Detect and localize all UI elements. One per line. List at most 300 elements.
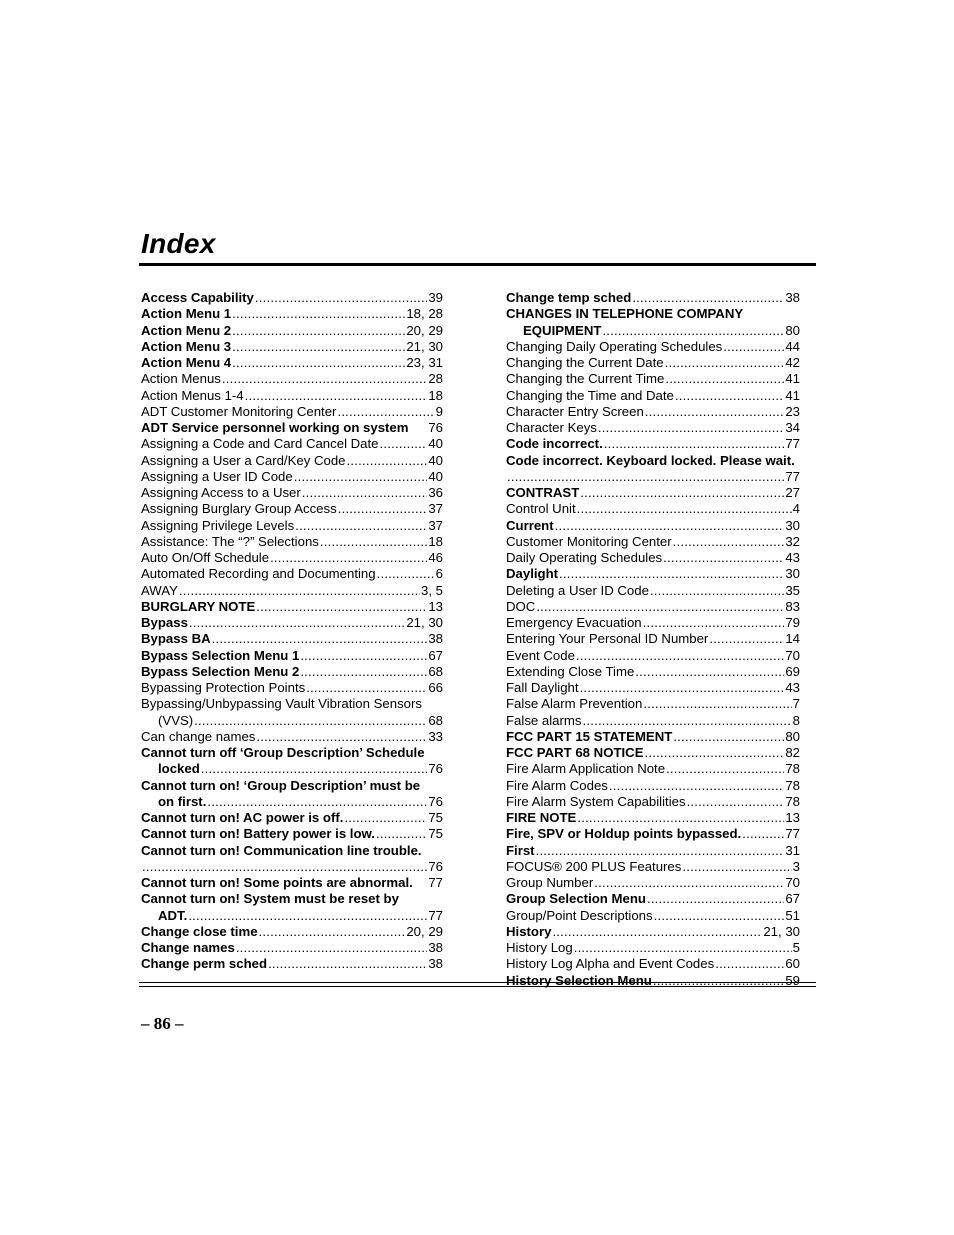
index-entry-page: 18	[428, 533, 443, 549]
dot-leader	[347, 453, 428, 469]
index-entry-text: Entering Your Personal ID Number	[506, 631, 709, 647]
index-entry-text: Character Entry Screen	[506, 403, 644, 419]
dot-leader	[232, 323, 405, 339]
index-entry-text: ADT Customer Monitoring Center	[141, 403, 337, 419]
index-entry-text: FCC PART 15 STATEMENT	[506, 728, 673, 744]
index-entry	[506, 794, 800, 810]
index-entry	[141, 761, 443, 777]
index-entry-text: EQUIPMENT	[523, 322, 602, 338]
index-entry-page: 20, 29	[406, 322, 443, 338]
index-entry-page: 4	[792, 501, 800, 517]
index-entry-text: Assigning a User ID Code	[141, 468, 293, 484]
index-entry	[506, 940, 800, 956]
index-entry-text: Current	[506, 517, 554, 533]
index-entry-text: Action Menus	[141, 371, 221, 387]
dot-leader	[142, 859, 427, 875]
index-entry-text: False alarms	[506, 712, 582, 728]
index-entry	[506, 891, 800, 907]
dot-leader	[344, 810, 427, 826]
index-entry-text: Assistance: The “?” Selections	[141, 533, 319, 549]
index-entry-page: 21, 30	[406, 338, 443, 354]
index-entry	[141, 388, 443, 404]
index-entry	[506, 355, 800, 371]
index-entry	[141, 404, 443, 420]
index-entry	[141, 908, 443, 924]
dot-leader	[635, 664, 784, 680]
index-entry-page: 43	[785, 680, 800, 695]
dot-leader	[645, 745, 785, 761]
index-entry-page: 59	[785, 972, 800, 988]
index-entry-page: 35	[785, 582, 800, 598]
index-entry-text: Bypass Selection Menu 2	[141, 663, 300, 679]
dot-leader	[663, 550, 784, 566]
index-entry	[506, 761, 800, 777]
index-entry-page: 40	[428, 452, 443, 468]
index-entry-continued	[141, 696, 443, 712]
index-entry-page: 83	[785, 598, 800, 614]
index-entry-page: 38	[428, 940, 443, 955]
index-entry	[141, 550, 443, 566]
index-entry	[506, 956, 800, 972]
dot-leader	[300, 664, 427, 680]
index-entry-page: 27	[785, 485, 800, 500]
index-entry-text: Bypassing Protection Points	[141, 680, 306, 695]
index-entry-text: Bypass Selection Menu 1	[141, 647, 300, 663]
index-entry-page: 5	[792, 940, 800, 955]
index-entry-page: 78	[785, 793, 800, 809]
index-entry	[141, 680, 443, 696]
index-entry	[506, 778, 800, 794]
index-entry	[506, 323, 800, 339]
index-entry-page: 67	[785, 891, 800, 907]
dot-leader	[255, 290, 427, 306]
index-entry-text: Event Code	[506, 647, 575, 663]
dot-leader	[673, 729, 784, 745]
index-entry-text: (VVS)	[158, 712, 194, 728]
index-entry	[506, 696, 800, 712]
dot-leader	[555, 518, 785, 534]
index-entry	[506, 436, 800, 452]
dot-leader	[687, 794, 785, 810]
index-entry-text: Changing the Time and Date	[506, 387, 674, 403]
dot-leader	[604, 436, 785, 452]
index-entry-text: on first.	[158, 793, 207, 809]
index-entry-page: 42	[785, 355, 800, 370]
index-entry	[506, 859, 800, 875]
index-entry-text: Assigning a Code and Card Cancel Date	[141, 436, 379, 452]
index-entry-page: 30	[785, 517, 800, 533]
index-entry-text: Action Menu 3	[141, 338, 232, 354]
index-entry-continued	[506, 306, 800, 322]
dot-leader	[507, 469, 784, 485]
index-entry	[141, 323, 443, 339]
index-entry-page: 46	[428, 550, 443, 565]
index-entry	[506, 550, 800, 566]
index-entry-text: Bypass	[141, 615, 188, 630]
dot-leader	[650, 583, 784, 599]
index-entry	[141, 924, 443, 940]
index-entry-text: Assigning a User a Card/Key Code	[141, 452, 346, 468]
dot-leader	[294, 469, 428, 485]
index-entry-page: 38	[785, 290, 800, 305]
index-entry-text: Daily Operating Schedules	[506, 550, 663, 565]
index-entry-text: Action Menu 2	[141, 322, 232, 338]
page-number: – 86 –	[141, 1014, 184, 1033]
index-entry-page: 79	[785, 615, 800, 630]
index-entry	[506, 843, 800, 859]
index-entry-text: First	[506, 842, 535, 858]
index-entry-text: Changing the Current Time	[506, 371, 665, 387]
dot-leader	[594, 875, 784, 891]
dot-leader	[576, 648, 784, 664]
index-entry	[141, 583, 443, 599]
index-entry-page: 77	[428, 907, 443, 923]
index-entry-text: Code incorrect.	[506, 436, 603, 452]
index-entry	[506, 631, 800, 647]
index-entry-page: 80	[785, 728, 800, 744]
index-entry	[506, 745, 800, 761]
index-entry	[141, 713, 443, 729]
index-entry-text: ADT Service personnel working on system	[141, 420, 409, 435]
index-entry-page: 18, 28	[406, 306, 443, 322]
index-entry-text: Change close time	[141, 923, 258, 939]
dot-leader	[536, 843, 785, 859]
index-entry	[141, 615, 443, 631]
index-entry-page: 38	[428, 956, 443, 972]
dot-leader	[189, 615, 405, 631]
dot-leader	[682, 859, 791, 875]
footer-rule	[139, 982, 816, 987]
index-entry	[506, 664, 800, 680]
index-entry-text: locked	[158, 761, 200, 777]
index-entry	[141, 485, 443, 501]
index-entry	[506, 875, 800, 891]
index-entry-text: FOCUS® 200 PLUS Features	[506, 858, 682, 874]
index-entry	[141, 956, 443, 972]
index-entry-text: Group/Point Descriptions	[506, 907, 653, 923]
index-entry	[141, 810, 443, 826]
index-entry-page: 78	[785, 777, 800, 793]
dot-leader	[236, 940, 428, 956]
dot-leader	[338, 501, 428, 517]
index-entry	[506, 648, 800, 664]
dot-leader	[232, 306, 405, 322]
index-entry-text: Cannot turn on! Battery power is low.	[141, 826, 375, 842]
index-entry-text: Action Menus 1-4	[141, 387, 244, 403]
index-entry-page: 13	[785, 810, 800, 825]
dot-leader	[643, 615, 785, 631]
index-entry	[506, 420, 800, 436]
index-entry-text: BURGLARY NOTE	[141, 598, 256, 614]
dot-leader	[207, 794, 427, 810]
index-entry-page: 30	[785, 566, 800, 582]
index-entry-continued	[506, 453, 800, 469]
index-entry-page: 7	[792, 696, 800, 712]
index-entry-text: ADT.	[158, 907, 188, 923]
index-entry	[506, 371, 800, 387]
index-entry-text: Can change names	[141, 728, 256, 744]
index-column-left	[141, 290, 443, 973]
index-entry-text: Cannot turn off ‘Group Description’ Schedule	[141, 745, 425, 760]
dot-leader	[376, 826, 427, 842]
index-entry-page: 77	[785, 436, 800, 452]
index-entry	[506, 469, 800, 485]
index-entry-page: 28	[428, 371, 443, 387]
dot-leader	[188, 908, 427, 924]
dot-leader	[577, 501, 792, 517]
dot-leader	[577, 810, 784, 826]
index-entry-page: 8	[792, 712, 800, 728]
dot-leader	[306, 680, 427, 696]
index-entry	[141, 599, 443, 615]
dot-leader	[245, 388, 428, 404]
index-entry-page: 14	[785, 631, 800, 647]
index-entry-text: AWAY	[141, 582, 178, 598]
index-entry-page: 77	[785, 468, 800, 484]
dot-leader	[580, 485, 784, 501]
index-entry-page: 31	[785, 842, 800, 858]
index-entry-page: 21, 30	[763, 923, 800, 939]
dot-leader	[643, 696, 791, 712]
index-column-right	[506, 290, 800, 989]
index-entry-text: Character Keys	[506, 420, 597, 435]
index-entry-page: 36	[428, 485, 443, 500]
index-entry	[506, 339, 800, 355]
dot-leader	[715, 956, 784, 972]
index-entry	[141, 420, 443, 436]
dot-leader	[377, 566, 435, 582]
dot-leader	[582, 713, 791, 729]
index-entry-page: 39	[428, 290, 443, 305]
index-entry-text: Emergency Evacuation	[506, 615, 642, 630]
index-entry-text: History Log	[506, 940, 573, 955]
dot-leader	[559, 566, 784, 582]
dot-leader	[665, 371, 784, 387]
index-entry-text: Access Capability	[141, 290, 254, 305]
index-entry	[141, 794, 443, 810]
index-entry-text: Cannot turn on! AC power is off.	[141, 810, 344, 825]
index-entry	[506, 583, 800, 599]
index-entry-text: Action Menu 1	[141, 306, 232, 322]
dot-leader	[320, 534, 427, 550]
index-entry-text: Assigning Burglary Group Access	[141, 501, 337, 517]
index-entry	[141, 371, 443, 387]
index-entry-page: 77	[785, 826, 800, 842]
index-entry-text: Fire Alarm Codes	[506, 777, 608, 793]
dot-leader	[673, 534, 785, 550]
index-entry-text: Change temp sched	[506, 290, 632, 305]
index-entry	[506, 485, 800, 501]
index-entry-page: 21, 30	[406, 615, 443, 630]
index-entry-page: 13	[428, 598, 443, 614]
index-entry	[141, 290, 443, 306]
index-entry-text: CONTRAST	[506, 485, 580, 500]
index-entry	[506, 599, 800, 615]
index-entry	[141, 729, 443, 745]
index-entry	[506, 534, 800, 550]
dot-leader	[268, 956, 427, 972]
dot-leader	[666, 761, 784, 777]
index-entry-text: Fire, SPV or Holdup points bypassed.	[506, 826, 742, 842]
index-entry-page: 40	[428, 436, 443, 452]
index-entry-text: False Alarm Prevention	[506, 696, 643, 712]
index-entry-page: 69	[785, 663, 800, 679]
index-entry	[141, 501, 443, 517]
index-entry	[141, 664, 443, 680]
index-entry-text: Cannot turn on! ‘Group Description’ must be	[141, 777, 421, 793]
index-entry-text: Bypassing/Unbypassing Vault Vibration Sensors	[141, 696, 423, 712]
index-entry-page: 68	[428, 663, 443, 679]
index-entry-page: 6	[435, 566, 443, 582]
index-entry	[506, 501, 800, 517]
index-entry	[141, 566, 443, 582]
index-entry-continued	[141, 891, 443, 907]
dot-leader	[337, 404, 434, 420]
dot-leader	[232, 339, 405, 355]
dot-leader	[632, 290, 784, 306]
index-entry-text: Group Selection Menu	[506, 891, 646, 907]
index-entry-text: Changing Daily Operating Schedules	[506, 338, 723, 354]
index-entry	[506, 615, 800, 631]
dot-leader	[194, 713, 427, 729]
dot-leader	[675, 388, 784, 404]
index-entry-page: 68	[428, 712, 443, 728]
index-entry-page: 41	[785, 371, 800, 387]
index-entry	[506, 404, 800, 420]
index-entry	[141, 648, 443, 664]
index-entry-page: 67	[428, 647, 443, 663]
dot-leader	[654, 908, 785, 924]
index-entry-page: 3	[792, 858, 800, 874]
index-entry-text: DOC	[506, 598, 536, 614]
title-rule	[139, 263, 816, 266]
index-entry	[506, 810, 800, 826]
dot-leader	[552, 924, 762, 940]
index-entry-continued	[141, 843, 443, 859]
index-entry-page: 37	[428, 501, 443, 517]
index-entry	[141, 631, 443, 647]
index-entry-text: FIRE NOTE	[506, 810, 577, 825]
dot-leader	[536, 599, 784, 615]
dot-leader	[709, 631, 784, 647]
index-entry-page: 80	[785, 322, 800, 338]
index-entry-text: Control Unit	[506, 501, 576, 517]
index-entry	[141, 355, 443, 371]
dot-leader	[647, 891, 784, 907]
index-entry-text: FCC PART 68 NOTICE	[506, 745, 644, 760]
index-entry	[141, 339, 443, 355]
index-entry	[141, 518, 443, 534]
index-entry-page: 70	[785, 647, 800, 663]
index-entry	[141, 859, 443, 875]
dot-leader	[222, 371, 427, 387]
index-entry	[141, 306, 443, 322]
index-entry	[506, 518, 800, 534]
index-entry-text: Cannot turn on! System must be reset by	[141, 891, 399, 907]
index-entry	[141, 436, 443, 452]
index-entry-page: 66	[428, 680, 443, 695]
index-entry-text: Assigning Access to a User	[141, 485, 301, 500]
index-entry-text: Deleting a User ID Code	[506, 582, 649, 598]
index-entry	[141, 826, 443, 842]
dot-leader	[302, 485, 428, 501]
index-entry	[141, 453, 443, 469]
index-entry-page: 75	[428, 810, 443, 825]
index-entry-continued	[141, 745, 443, 761]
index-entry-text: History Log Alpha and Event Codes	[506, 956, 715, 972]
index-entry-page: 77	[428, 875, 443, 890]
dot-leader	[598, 420, 784, 436]
index-entry-text: Extending Close Time	[506, 663, 635, 679]
index-entry-page: 44	[785, 338, 800, 354]
index-entry-page: 3, 5	[421, 582, 443, 598]
index-entry-text: Fall Daylight	[506, 680, 579, 695]
index-entry-text: Daylight	[506, 566, 559, 582]
index-entry-page: 70	[785, 875, 800, 890]
index-entry-page: 82	[785, 745, 800, 760]
dot-leader	[232, 355, 405, 371]
index-entry	[141, 940, 443, 956]
index-entry-page: 37	[428, 517, 443, 533]
dot-leader	[742, 826, 784, 842]
index-entry-continued	[141, 778, 443, 794]
index-entry	[506, 680, 800, 696]
index-entry-page: 75	[428, 826, 443, 842]
index-entry-text: Customer Monitoring Center	[506, 533, 672, 549]
dot-leader	[580, 680, 785, 696]
index-entry	[506, 713, 800, 729]
index-entry-page: 40	[428, 468, 443, 484]
index-entry-page: 34	[785, 420, 800, 435]
index-entry-page: 38	[428, 631, 443, 647]
index-entry-page: 20, 29	[406, 923, 443, 939]
index-entry-text: Cannot turn on! Communication line trouble.	[141, 842, 422, 858]
dot-leader	[295, 518, 427, 534]
index-entry	[506, 924, 800, 940]
index-entry-page: 9	[435, 403, 443, 419]
index-entry-text: Changing the Current Date	[506, 355, 664, 370]
index-entry-page: 23	[785, 403, 800, 419]
dot-leader	[723, 339, 784, 355]
index-entry-page: 60	[785, 956, 800, 972]
index-entry-page: 18	[428, 387, 443, 403]
index-entry-text: Automated Recording and Documenting	[141, 566, 376, 582]
index-entry	[506, 729, 800, 745]
index-entry-text: CHANGES IN TELEPHONE COMPANY	[506, 306, 744, 322]
index-entry-text: Action Menu 4	[141, 355, 232, 370]
dot-leader	[380, 436, 428, 452]
dot-leader	[574, 940, 792, 956]
index-entry-text: History Selection Menu	[506, 972, 652, 988]
index-entry-text: Code incorrect. Keyboard locked. Please wait.	[506, 452, 795, 468]
index-entry	[141, 534, 443, 550]
dot-leader	[602, 323, 784, 339]
dot-leader	[270, 550, 427, 566]
index-entry	[141, 469, 443, 485]
index-entry-text: Fire Alarm System Capabilities	[506, 793, 686, 809]
index-entry-text: Fire Alarm Application Note	[506, 761, 666, 777]
dot-leader	[201, 761, 428, 777]
index-entry-page: 78	[785, 761, 800, 777]
dot-leader	[645, 404, 785, 420]
index-entry-page: 43	[785, 550, 800, 565]
index-entry-page: 76	[428, 858, 443, 874]
index-entry-text: Change names	[141, 940, 235, 955]
index-entry-text: History	[506, 923, 552, 939]
index-entry-page: 51	[785, 907, 800, 923]
index-entry-page: 76	[428, 793, 443, 809]
index-entry-page: 33	[428, 728, 443, 744]
